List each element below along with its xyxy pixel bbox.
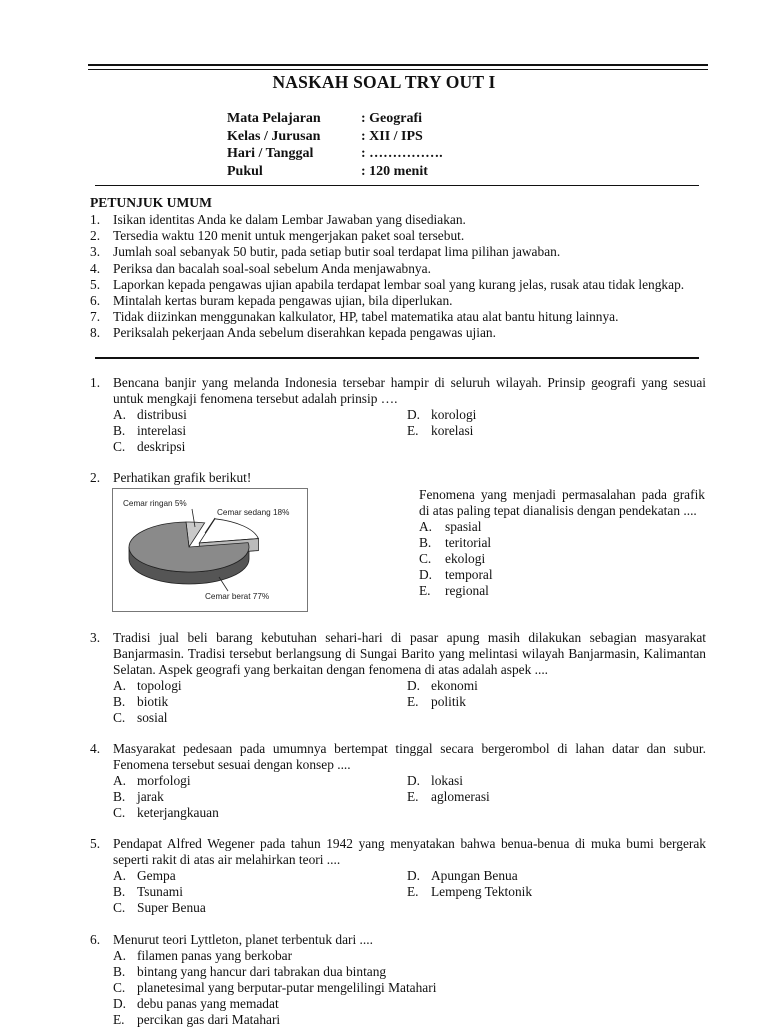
answer-option[interactable]: C. deskripsi [113, 439, 186, 454]
instruction-item: 2. Tersedia waktu 120 menit untuk mengerjakan paket soal tersebut. [90, 228, 465, 244]
pie-chart-svg [113, 489, 307, 611]
answer-options [113, 948, 706, 1028]
question-3 [90, 630, 706, 726]
answer-option[interactable]: C. ekologi [419, 551, 486, 566]
answer-option[interactable]: C. sosial [113, 710, 168, 725]
answer-options [113, 407, 706, 455]
answer-option[interactable]: B. bintang yang hancur dari tabrakan dua bintang [113, 964, 387, 979]
label-cemar-sedang: Cemar sedang 18% [217, 508, 290, 517]
answer-option[interactable]: A. distribusi [113, 407, 187, 422]
label-cemar-berat: Cemar berat 77% [205, 592, 270, 601]
answer-option[interactable]: E. aglomerasi [407, 789, 490, 804]
question-2-right-column [419, 487, 705, 599]
question-stem: Pendapat Alfred Wegener pada tahun 1942 yang menyatakan bahwa benua-benua di muka bumi bergerak seperti rakit di atas air melahirkan teori .... [113, 836, 706, 867]
page-title: NASKAH SOAL TRY OUT I [272, 72, 496, 92]
answer-option[interactable]: C. Super Benua [113, 900, 206, 915]
instruction-item: 1. Isikan identitas Anda ke dalam Lembar Jawaban yang disediakan. [90, 212, 466, 227]
question-number: 3. [90, 630, 101, 645]
answer-option[interactable]: E. politik [407, 694, 466, 709]
question-stem: Bencana banjir yang melanda Indonesia tersebar hampir di seluruh wilayah. Prinsip geografi yang sesuai untuk mengkaji fenomena tersebut adalah prinsip …. [113, 375, 706, 406]
instructions-list [90, 212, 684, 342]
question-number: 2. [90, 470, 101, 485]
answer-option[interactable]: B. Tsunami [113, 884, 183, 899]
answer-option[interactable]: D. debu panas yang memadat [113, 996, 279, 1011]
answer-option[interactable]: D. korologi [407, 407, 477, 422]
answer-option[interactable]: D. ekonomi [407, 678, 478, 693]
instruction-item: 4. Periksa dan bacalah soal-soal sebelum Anda menjawabnya. [90, 260, 431, 276]
info-row: Hari / Tanggal : ……………. [227, 146, 443, 161]
info-row: Pukul : 120 menit [227, 163, 428, 179]
answer-options [113, 678, 706, 726]
instruction-item: 3. Jumlah soal sebanyak 50 butir, pada setiap butir soal terdapat lima pilihan jawaban. [90, 244, 561, 260]
answer-option[interactable]: C. keterjangkauan [113, 805, 219, 820]
answer-option[interactable]: D. Apungan Benua [407, 868, 518, 883]
question-number: 1. [90, 375, 101, 390]
answer-option[interactable]: D. temporal [419, 567, 493, 582]
answer-option[interactable]: D. lokasi [407, 773, 463, 788]
answer-option[interactable]: E. percikan gas dari Matahari [113, 1012, 281, 1027]
question-number: 6. [90, 932, 101, 947]
question-5 [90, 836, 706, 916]
question-2 [90, 470, 706, 486]
answer-option[interactable]: A. filamen panas yang berkobar [113, 948, 293, 963]
header-rule-thin [88, 69, 708, 70]
instruction-item: 8. Periksalah pekerjaan Anda sebelum diserahkan kepada pengawas ujian. [90, 325, 496, 341]
instruction-item: 5. Laporkan kepada pengawas ujian apabila terdapat lembar soal yang kurang jelas, rusak atau tidak lengkap. [90, 276, 685, 292]
question-stem: Tradisi jual beli barang kebutuhan sehari-hari di pasar apung masih dilakukan sebagian masyarakat Banjarmasin. Tradisi tersebut berlangsung di Sungai Barito yang melintasi wilayah Banjarmasin, Kalimantan Selatan. Aspek geografi yang berkaitan dengan fenomena di atas adalah aspek .... [113, 630, 706, 677]
question-stem: Masyarakat pedesaan pada umumnya bertempat tinggal secara bergerombol di lahan datar dan subur. Fenomena tersebut sesuai dengan konsep .... [113, 741, 706, 772]
info-row: Kelas / Jurusan : XII / IPS [227, 128, 423, 144]
answer-option[interactable]: A. morfologi [113, 773, 191, 788]
instruction-item: 6. Mintalah kertas buram kepada pengawas ujian, bila diperlukan. [90, 293, 453, 309]
exam-info [227, 110, 443, 180]
question-6 [90, 932, 706, 1028]
answer-option[interactable]: B. teritorial [419, 535, 492, 550]
answer-options [419, 519, 705, 599]
header-rule-thick [88, 64, 708, 66]
answer-option[interactable]: B. jarak [113, 789, 164, 804]
answer-options [113, 868, 706, 916]
question-2-prompt: Fenomena yang menjadi permasalahan pada grafik di atas paling tepat dianalisis dengan pendekatan .... [419, 487, 705, 518]
question-stem: Menurut teori Lyttleton, planet terbentuk dari .... [113, 932, 373, 947]
answer-options [113, 773, 706, 821]
label-cemar-ringan: Cemar ringan 5% [123, 499, 187, 508]
answer-option[interactable]: C. planetesimal yang berputar-putar mengelilingi Matahari [113, 980, 437, 995]
instructions-heading: PETUNJUK UMUM [90, 195, 212, 210]
instructions-divider [95, 357, 699, 359]
answer-option[interactable]: E. korelasi [407, 423, 474, 438]
info-row: Mata Pelajaran : Geografi [227, 111, 423, 126]
question-stem: Perhatikan grafik berikut! [113, 470, 252, 485]
info-divider [95, 185, 699, 186]
question-1 [90, 375, 706, 455]
question-number: 5. [90, 836, 101, 851]
pie-chart [112, 488, 308, 612]
question-4 [90, 741, 706, 821]
answer-option[interactable]: E. Lempeng Tektonik [407, 884, 533, 899]
answer-option[interactable]: A. Gempa [113, 868, 176, 883]
answer-option[interactable]: B. interelasi [113, 423, 187, 438]
instruction-item: 7. Tidak diizinkan menggunakan kalkulator, HP, tabel matematika atau alat bantu hitung lainnya. [90, 309, 619, 325]
answer-option[interactable]: A. topologi [113, 678, 182, 693]
answer-option[interactable]: E. regional [419, 583, 489, 598]
answer-option[interactable]: A. spasial [419, 519, 482, 534]
answer-option[interactable]: B. biotik [113, 694, 169, 709]
question-number: 4. [90, 741, 101, 756]
